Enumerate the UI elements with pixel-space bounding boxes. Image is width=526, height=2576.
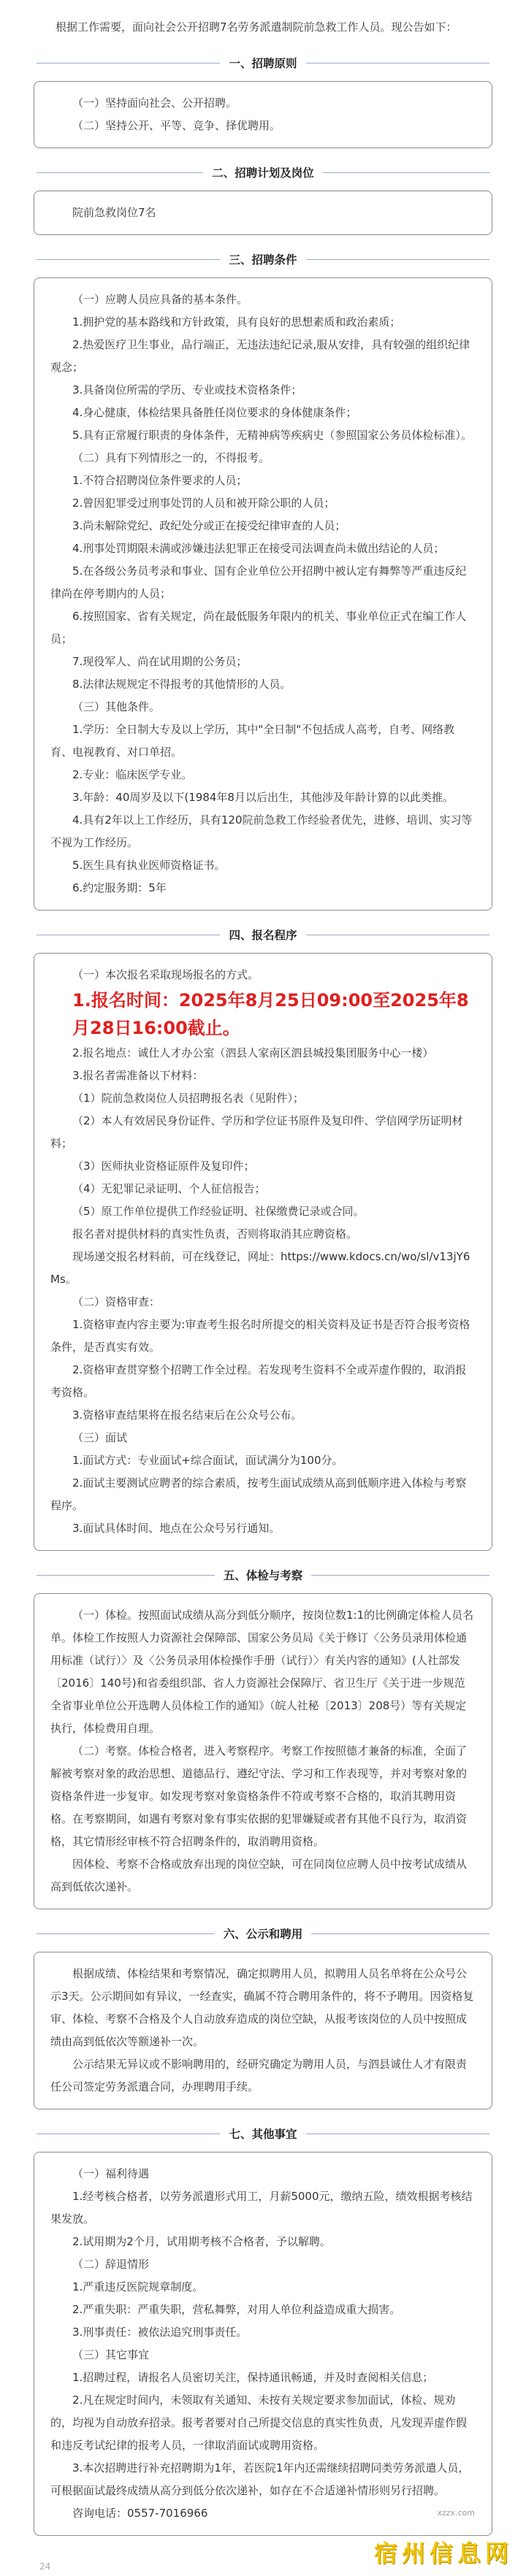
heading-text: 二、招聘计划及岗位	[212, 166, 314, 180]
heading-rule	[37, 1933, 215, 1934]
heading-rule	[323, 172, 489, 173]
paragraph: 3.资格审查结果将在报名结束后在公众号公布。	[72, 1408, 302, 1422]
paragraph: 4.身心健康，体检结果具备胜任岗位要求的身体健康条件；	[72, 406, 357, 419]
paragraph: （一）本次报名采取现场报名的方式。	[72, 968, 259, 981]
paragraph: 4.刑事处罚期限未满或涉嫌违法犯罪正在接受司法调查尚未做出结论的人员；	[72, 542, 445, 555]
paragraph: 7.现役军人、尚在试用期的公务员；	[72, 655, 248, 668]
heading-text: 七、其他事宜	[229, 2128, 297, 2141]
paragraph: 3.尚未解除党纪、政纪处分或正在接受纪律审查的人员；	[72, 519, 346, 532]
paragraph: 2.资格审查贯穿整个招聘工作全过程。若发现考生资料不全或弄虚作假的，取消报考资格。	[50, 1363, 467, 1399]
paragraph: （2）本人有效居民身份证件、学历和学位证书原件及复印件、学信网学历证明材料；	[50, 1114, 463, 1150]
section-heading-principles	[0, 55, 526, 71]
paragraph: 1.严重违反医院规章制度。	[72, 2280, 204, 2293]
section-heading-publicity	[0, 1925, 526, 1941]
section-heading-conditions	[0, 251, 526, 267]
paragraph: 2.报名地点：诚仕人才办公室（泗县人家南区泗县城投集团服务中心一楼）	[72, 1046, 434, 1059]
paragraph: 1.不符合招聘岗位条件要求的人员；	[72, 474, 248, 487]
paragraph: （1）院前急救岗位人员招聘报名表（见附件）；	[72, 1092, 305, 1105]
paragraph: 3.本次招聘进行补充招聘期为1年，若医院1年内还需继续招聘同类劳务派遣人员，可根据面试最终成绩从高分到低分依次递补，如存在不合适递补情形则另行招聘。	[50, 2461, 470, 2497]
intro-paragraph: 根据工作需要，面向社会公开招聘7名劳务派遣制院前急救工作人员。现公告如下：	[56, 20, 457, 34]
paragraph: 5.在各级公务员考录和事业、国有企业单位公开招聘中被认定有舞弊等严重违反纪律尚在停考期内的人员；	[50, 564, 467, 600]
heading-rule	[311, 1933, 489, 1934]
section-heading-procedure	[0, 927, 526, 943]
paragraph: 3.年龄：40周岁及以下(1984年8月以后出生，其他涉及年龄计算的以此类推。	[72, 791, 454, 804]
heading-rule	[306, 259, 489, 260]
section-box-other	[34, 2152, 492, 2536]
paragraph: 1.学历：全日制大专及以上学历，其中"全日制"不包括成人高考，自考、网络教育、电视教育、对口单招。	[50, 723, 455, 759]
paragraph: 1.资格审查内容主要为:审查考生报名时所提交的相关资料及证书是否符合报考资格条件，是否真实有效。	[50, 1318, 470, 1354]
paragraph: 5.具有正常履行职责的身体条件，无精神病等疾病史（参照国家公务员体检标准）。	[72, 429, 472, 442]
heading-label	[215, 1567, 312, 1583]
paragraph: （二）考察。体检合格者，进入考察程序。考察工作按照德才兼备的标准，全面了解被考察对象的政治思想、道德品行、遵纪守法、学习和工作表现等，并对考察对象的资格条件进一步复审。如发现考察对象资格条件不符或考察不合格的，取消其聘用资格。在考察期间，如遇有考察对象有事实依据的犯罪嫌疑或者有其他不良行为，取消资格，其它情形经审核不符合招聘条件的，取消聘用资格。	[50, 1744, 468, 1848]
heading-text: 五、体检与考察	[223, 1569, 303, 1582]
section-heading-plan	[0, 164, 526, 180]
paragraph: 2.专业：临床医学专业。	[72, 768, 193, 781]
paragraph: （4）无犯罪记录证明、个人征信报告；	[72, 1182, 266, 1195]
paragraph: （一）应聘人员应具备的基本条件。	[72, 293, 248, 306]
paragraph: 公示结果无异议或不影响聘用的，经研究确定为聘用人员，与泗县诚仕人才有限责任公司签定劳务派遣合同，办理聘用手续。	[50, 2058, 468, 2093]
heading-label	[203, 164, 323, 180]
paragraph: （三）其它事宜	[72, 2348, 150, 2361]
paragraph: （二）辞退情形	[72, 2258, 150, 2271]
section-box-conditions	[34, 277, 492, 911]
registration-time: 1.报名时间：2025年8月25日09:00至2025年8月28日16:00截止。	[72, 990, 469, 1038]
heading-text: 一、招聘原则	[229, 57, 297, 70]
paragraph: 2.曾因犯罪受过刑事处罚的人员和被开除公职的人员；	[72, 497, 335, 510]
paragraph: （3）医师执业资格证原件及复印件；	[72, 1159, 255, 1173]
paragraph: 因体检、考察不合格或放弃出现的岗位空缺，可在同岗位应聘人员中按考试成绩从高到低依次递补。	[50, 1858, 468, 1893]
notice-sections	[0, 55, 526, 2536]
watermark-url: xzzx.com	[437, 2508, 475, 2518]
heading-label	[215, 1925, 312, 1941]
paragraph: 咨询电话：0557-7016966	[72, 2507, 208, 2520]
paragraph: 1.拥护党的基本路线和方针政策，具有良好的思想素质和政治素质；	[72, 315, 401, 329]
heading-text: 四、报名程序	[229, 929, 297, 942]
paragraph: （三）其他条件。	[72, 700, 161, 713]
paragraph: 1.面试方式：专业面试+综合面试，面试满分为100分。	[72, 1454, 343, 1467]
paragraph: 2.热爱医疗卫生事业，品行端正，无违法违纪记录,服从安排，具有较强的组织纪律观念；	[50, 338, 470, 374]
paragraph: 报名者对提供材料的真实性负责，否则将取消其应聘资格。	[72, 1227, 358, 1241]
paragraph: 院前急救岗位7名	[72, 206, 156, 219]
paragraph: 4.具有2年以上工作经历，具有120院前急救工作经验者优先，进修、培训、实习等不视为工作经历。	[50, 813, 473, 849]
paragraph: 1.经考核合格者，以劳务派遣形式用工，月薪5000元，缴纳五险，绩效根据考核结果发放。	[50, 2190, 473, 2226]
paragraph: （一）福利待遇	[72, 2167, 150, 2180]
paragraph: 3.刑事责任：被依法追究刑事责任。	[72, 2326, 248, 2339]
paragraph: 6.约定服务期：5年	[72, 881, 167, 894]
paragraph: 6.按照国家、省有关规定，尚在最低服务年限内的机关、事业单位正式在编工作人员；	[50, 610, 467, 645]
paragraph: 3.具备岗位所需的学历、专业或技术资格条件；	[72, 383, 302, 396]
paragraph: 8.法律法规规定不得报考的其他情形的人员。	[72, 678, 291, 691]
paragraph: 根据成绩、体检结果和考察情况，确定拟聘用人员，拟聘用人员名单将在公众号公示3天。公示期间如有异议，一经查实，确属不符合聘用条件的，将不予聘用。因资格复审、体检、考察不合格及个人自动放弃造成的岗位空缺，从报考该岗位的人员中按照成绩由高到低依次等额递补一次。	[50, 1967, 474, 2048]
section-box-procedure	[34, 953, 492, 1551]
section-box-plan	[34, 191, 492, 235]
paragraph: 2.试用期为2个月，试用期考核不合格者，予以解聘。	[72, 2235, 331, 2248]
paragraph: 3.面试具体时间、地点在公众号另行通知。	[72, 1522, 281, 1535]
heading-text: 三、招聘条件	[229, 253, 297, 267]
paragraph: 2.严重失职：严重失职，营私舞弊，对用人单位利益造成重大损害。	[72, 2303, 401, 2316]
heading-label	[220, 927, 305, 943]
section-heading-exam	[0, 1567, 526, 1583]
paragraph: 3.报名者需准备以下材料：	[72, 1069, 204, 1082]
page-number: 24	[39, 2561, 51, 2572]
paragraph: 1.招聘过程，请报名人员密切关注，保持通讯畅通，并及时查阅相关信息；	[72, 2371, 434, 2384]
heading-label	[220, 2125, 305, 2142]
paragraph: 2.面试主要测试应聘者的综合素质，按考生面试成绩从高到低顺序进入体检与考察程序。	[50, 1476, 467, 1512]
paragraph: （二）资格审查：	[72, 1295, 161, 1308]
online-register-link[interactable]: 现场递交报名材料前，可在线登记，网址：https://www.kdocs.cn/wo/sl/v13jY6Ms。	[50, 1250, 470, 1286]
paragraph: （一）体检。按照面试成绩从高分到低分顺序，按岗位数1:1的比例确定体检人员名单。体检工作按照人力资源社会保障部、国家公务员局《关于修订〈公务员录用体检通用标准（试行）〉及〈公务员录用体检操作手册（试行）〉有关内容的通知》(人社部发〔2016〕140号)和省委组织部、省人力资源社会保障厅、省卫生厅《关于进一步规范全省事业单位公开选聘人员体检工作的通知》（皖人社秘〔2013〕208号）等有关规定执行，体检费用自理。	[50, 1609, 474, 1735]
heading-rule	[37, 259, 220, 260]
section-box-publicity	[34, 1952, 492, 2109]
paragraph: （5）原工作单位提供工作经验证明、社保缴费记录或合同。	[72, 1205, 365, 1218]
paragraph: （二）坚持公开、平等、竞争、择优聘用。	[72, 119, 281, 132]
heading-label	[220, 55, 305, 71]
watermark-logo: 宿州信息网	[373, 2539, 513, 2567]
section-heading-other	[0, 2125, 526, 2142]
paragraph: （一）坚持面向社会、公开招聘。	[72, 96, 237, 110]
paragraph: 5.医生具有执业医师资格证书。	[72, 859, 226, 872]
heading-rule	[311, 1575, 489, 1576]
heading-rule	[37, 63, 220, 64]
heading-rule	[37, 1575, 215, 1576]
paragraph: （二）具有下列情形之一的，不得报考。	[72, 451, 270, 464]
heading-rule	[37, 172, 203, 173]
heading-label	[220, 251, 305, 267]
heading-text: 六、公示和聘用	[223, 1928, 303, 1941]
heading-rule	[306, 63, 489, 64]
paragraph: 2.凡在规定时间内，未领取有关通知、未按有关规定要求参加面试，体检、规劝的，均视为自动放弃招录。报考者要对自己所提交信息的真实性负责，凡发现弄虚作假和违反考试纪律的报考人员，一律取消面试或聘用资格。	[50, 2393, 468, 2452]
section-box-exam	[34, 1593, 492, 1909]
section-box-principles	[34, 81, 492, 148]
paragraph: （三）面试	[72, 1431, 128, 1444]
